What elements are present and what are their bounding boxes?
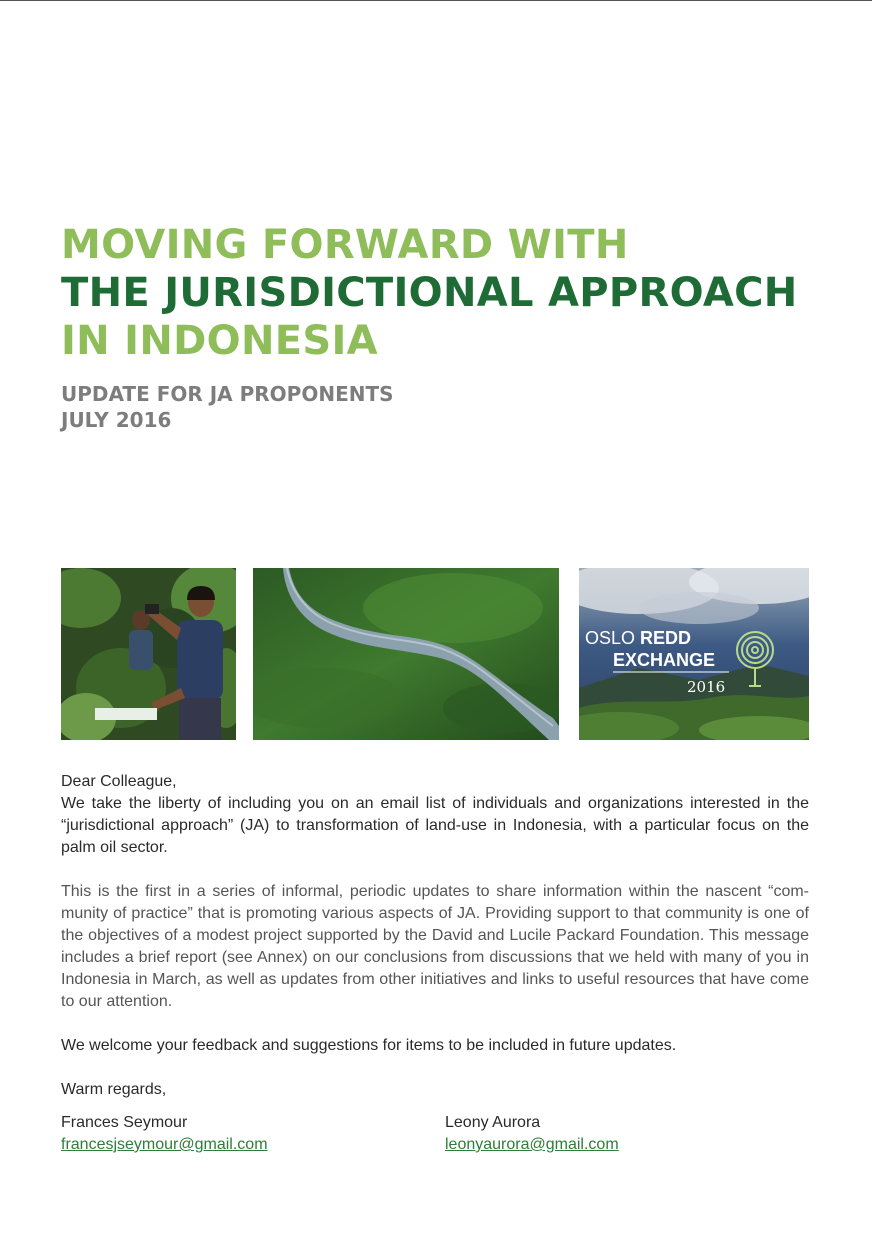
svg-text:OSLO REDD xyxy=(585,628,691,648)
letter-paragraph-2: This is the first in a series of informal, periodic updates to share information within the nascent “com-munity of practice” that is promoting various aspects of JA. Providing support to that community is one of the objectives of a modest project supported by the David and Lucile Packard Foundation. This message includes a brief report (see Annex) on our conclusions from discussions that we held with many of you in Indonesia in March, as well as updates from other initiatives and links to useful resources that have come to our attention. xyxy=(61,883,809,1010)
signature-seymour xyxy=(61,1112,268,1156)
oslo-redd-exchange-logo xyxy=(579,568,809,740)
top-rule xyxy=(0,0,872,1)
logo-oslo-text: OSLO xyxy=(585,628,636,648)
document-title xyxy=(61,221,798,365)
title-line-1: MOVING FORWARD WITH xyxy=(61,222,629,268)
subtitle-line-2: JULY 2016 xyxy=(61,408,172,432)
email-link-seymour[interactable]: francesjseymour@gmail.com xyxy=(61,1136,268,1153)
signature-name: Leony Aurora xyxy=(445,1114,541,1131)
letter-body xyxy=(61,771,809,1101)
logo-year-text: 2016 xyxy=(687,678,726,696)
signature-name: Frances Seymour xyxy=(61,1114,188,1131)
email-link-aurora[interactable]: leonyaurora@gmail.com xyxy=(445,1136,619,1153)
logo-exchange-text: EXCHANGE xyxy=(613,650,716,670)
document-subtitle xyxy=(61,381,394,433)
logo-redd-text: REDD xyxy=(640,628,692,648)
photo-field-researchers xyxy=(61,568,236,740)
letter-paragraph-3: We welcome your feedback and suggestions for items to be included in future updates. xyxy=(61,1037,677,1054)
letter-closing: Warm regards, xyxy=(61,1081,167,1098)
photo-aerial-river xyxy=(253,568,559,740)
subtitle-line-1: UPDATE FOR JA PROPONENTS xyxy=(61,382,394,406)
letter-greeting: Dear Colleague, xyxy=(61,773,177,790)
title-line-3: IN INDONESIA xyxy=(61,318,378,364)
letter-paragraph-1: We take the liberty of including you on an email list of individuals and organizations interested in the “jurisdictional approach” (JA) to transformation of land-use in Indonesia, with a particular focus on the palm oil sector. xyxy=(61,795,809,856)
title-line-2: THE JURISDICTIONAL APPROACH xyxy=(61,270,798,316)
signature-aurora xyxy=(445,1112,619,1156)
